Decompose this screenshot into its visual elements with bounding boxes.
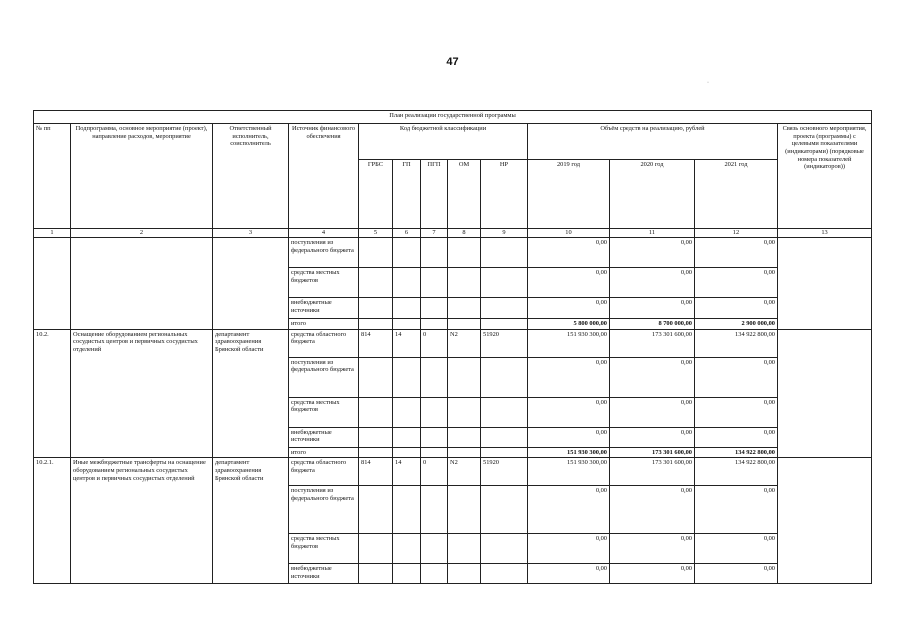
cell-grbs: 814: [359, 458, 393, 486]
cell-link: [778, 238, 872, 330]
cell-gp: 14: [393, 458, 421, 486]
cell-2020: 0,00: [610, 397, 695, 427]
cell-2021-total: 2 900 000,00: [695, 319, 778, 330]
header-gp: ГП: [393, 160, 421, 229]
scan-speck: ·: [707, 80, 709, 86]
cell-num: 10.2.1.: [34, 458, 71, 584]
header-program: Подпрограмма, основное мероприятие (проект), направление расходов, мероприятие: [71, 124, 213, 229]
cell-om: N2: [448, 458, 481, 486]
cell-gp: 14: [393, 329, 421, 357]
cell-2019: 0,00: [528, 486, 610, 534]
cell-grbs: 814: [359, 329, 393, 357]
header-2021: 2021 год: [695, 160, 778, 229]
cell-pgp: 0: [421, 329, 448, 357]
header-2020: 2020 год: [610, 160, 695, 229]
page-number: 47: [446, 56, 459, 68]
cell-2019: 0,00: [528, 298, 610, 319]
cell-2021: 134 922 800,00: [695, 458, 778, 486]
cell-executor: [213, 238, 289, 330]
cell-source: средства местных бюджетов: [289, 268, 359, 298]
plan-table: [33, 110, 872, 584]
cell-program: Оснащение оборудованием региональных сосудистых центров и первичных сосудистых отделений: [71, 329, 213, 458]
col-number: 13: [778, 229, 872, 238]
cell-2021: 0,00: [695, 534, 778, 564]
cell-2020: 0,00: [610, 238, 695, 268]
col-number: 4: [289, 229, 359, 238]
cell-nr: 51920: [481, 458, 528, 486]
cell-executor: департамент здравоохранения Брянской области: [213, 329, 289, 458]
header-grbs: ГРБС: [359, 160, 393, 229]
header-pgp: ПГП: [421, 160, 448, 229]
cell-2019: 0,00: [528, 397, 610, 427]
cell-source: средства областного бюджета: [289, 458, 359, 486]
table-row: [34, 329, 872, 357]
cell-link: [778, 329, 872, 458]
col-number: 9: [481, 229, 528, 238]
cell-source: поступления из федерального бюджета: [289, 357, 359, 397]
table-title: План реализации государственной программы: [34, 111, 872, 124]
col-number: 12: [695, 229, 778, 238]
cell-num: [34, 238, 71, 330]
col-number: 6: [393, 229, 421, 238]
cell-2019: 0,00: [528, 564, 610, 584]
col-number: 11: [610, 229, 695, 238]
cell-program: Иные межбюджетные трансферты на оснащение оборудованием региональных сосудистых центров и первичных сосудистых отделений: [71, 458, 213, 584]
cell-2020: 0,00: [610, 564, 695, 584]
header-volume: Объём средств на реализацию, рублей: [528, 124, 778, 160]
cell-2019: 0,00: [528, 268, 610, 298]
cell-pgp: 0: [421, 458, 448, 486]
cell-source-total: итого: [289, 447, 359, 458]
cell-2021: 0,00: [695, 564, 778, 584]
header-num: № пп: [34, 124, 71, 229]
cell-2020: 0,00: [610, 534, 695, 564]
col-number: 5: [359, 229, 393, 238]
header-link: Связь основного мероприятия, проекта (программы) с целевыми показателями (индикаторами) (порядковые номера показателей (индикаторов)): [778, 124, 872, 229]
cell-nr: 51920: [481, 329, 528, 357]
col-number: 10: [528, 229, 610, 238]
cell-2020-total: 173 301 600,00: [610, 447, 695, 458]
cell-2021: 0,00: [695, 486, 778, 534]
cell-2019: 0,00: [528, 427, 610, 447]
cell-2020: 0,00: [610, 486, 695, 534]
cell-2021: 0,00: [695, 397, 778, 427]
cell-source: внебюджетные источники: [289, 298, 359, 319]
header-executor: Ответственный исполнитель, соисполнитель: [213, 124, 289, 229]
table-row: [34, 238, 872, 268]
cell-source: средства областного бюджета: [289, 329, 359, 357]
header-2019: 2019 год: [528, 160, 610, 229]
cell-2021-total: 134 922 800,00: [695, 447, 778, 458]
cell-2019-total: 151 930 300,00: [528, 447, 610, 458]
cell-2020: 0,00: [610, 268, 695, 298]
column-numbers-row: [34, 229, 872, 238]
cell-2020-total: 8 700 000,00: [610, 319, 695, 330]
cell-source: средства местных бюджетов: [289, 397, 359, 427]
cell-2020: 0,00: [610, 357, 695, 397]
cell-source: поступления из федерального бюджета: [289, 238, 359, 268]
header-om: ОМ: [448, 160, 481, 229]
header-source: Источник финансового обеспечения: [289, 124, 359, 229]
col-number: 1: [34, 229, 71, 238]
cell-2019: 0,00: [528, 534, 610, 564]
col-number: 7: [421, 229, 448, 238]
cell-source-total: итого: [289, 319, 359, 330]
cell-2021: 0,00: [695, 427, 778, 447]
header-budget-code: Код бюджетной классификации: [359, 124, 528, 160]
cell-2019: 151 930 300,00: [528, 458, 610, 486]
cell-2020: 0,00: [610, 298, 695, 319]
cell-source: внебюджетные источники: [289, 564, 359, 584]
col-number: 3: [213, 229, 289, 238]
cell-2019: 0,00: [528, 357, 610, 397]
table-row: [34, 458, 872, 486]
header-nr: НР: [481, 160, 528, 229]
cell-link: [778, 458, 872, 584]
cell-2021: 0,00: [695, 298, 778, 319]
cell-program: [71, 238, 213, 330]
cell-num: 10.2.: [34, 329, 71, 458]
col-number: 8: [448, 229, 481, 238]
cell-source: средства местных бюджетов: [289, 534, 359, 564]
col-number: 2: [71, 229, 213, 238]
cell-2020: 0,00: [610, 427, 695, 447]
cell-om: N2: [448, 329, 481, 357]
cell-2020: 173 301 600,00: [610, 329, 695, 357]
cell-source: внебюджетные источники: [289, 427, 359, 447]
cell-2021: 0,00: [695, 357, 778, 397]
cell-2019-total: 5 800 000,00: [528, 319, 610, 330]
cell-2019: 151 930 300,00: [528, 329, 610, 357]
cell-2020: 173 301 600,00: [610, 458, 695, 486]
cell-executor: департамент здравоохранения Брянской области: [213, 458, 289, 584]
cell-2021: 0,00: [695, 238, 778, 268]
cell-source: поступления из федерального бюджета: [289, 486, 359, 534]
cell-2021: 0,00: [695, 268, 778, 298]
cell-2019: 0,00: [528, 238, 610, 268]
cell-2021: 134 922 800,00: [695, 329, 778, 357]
